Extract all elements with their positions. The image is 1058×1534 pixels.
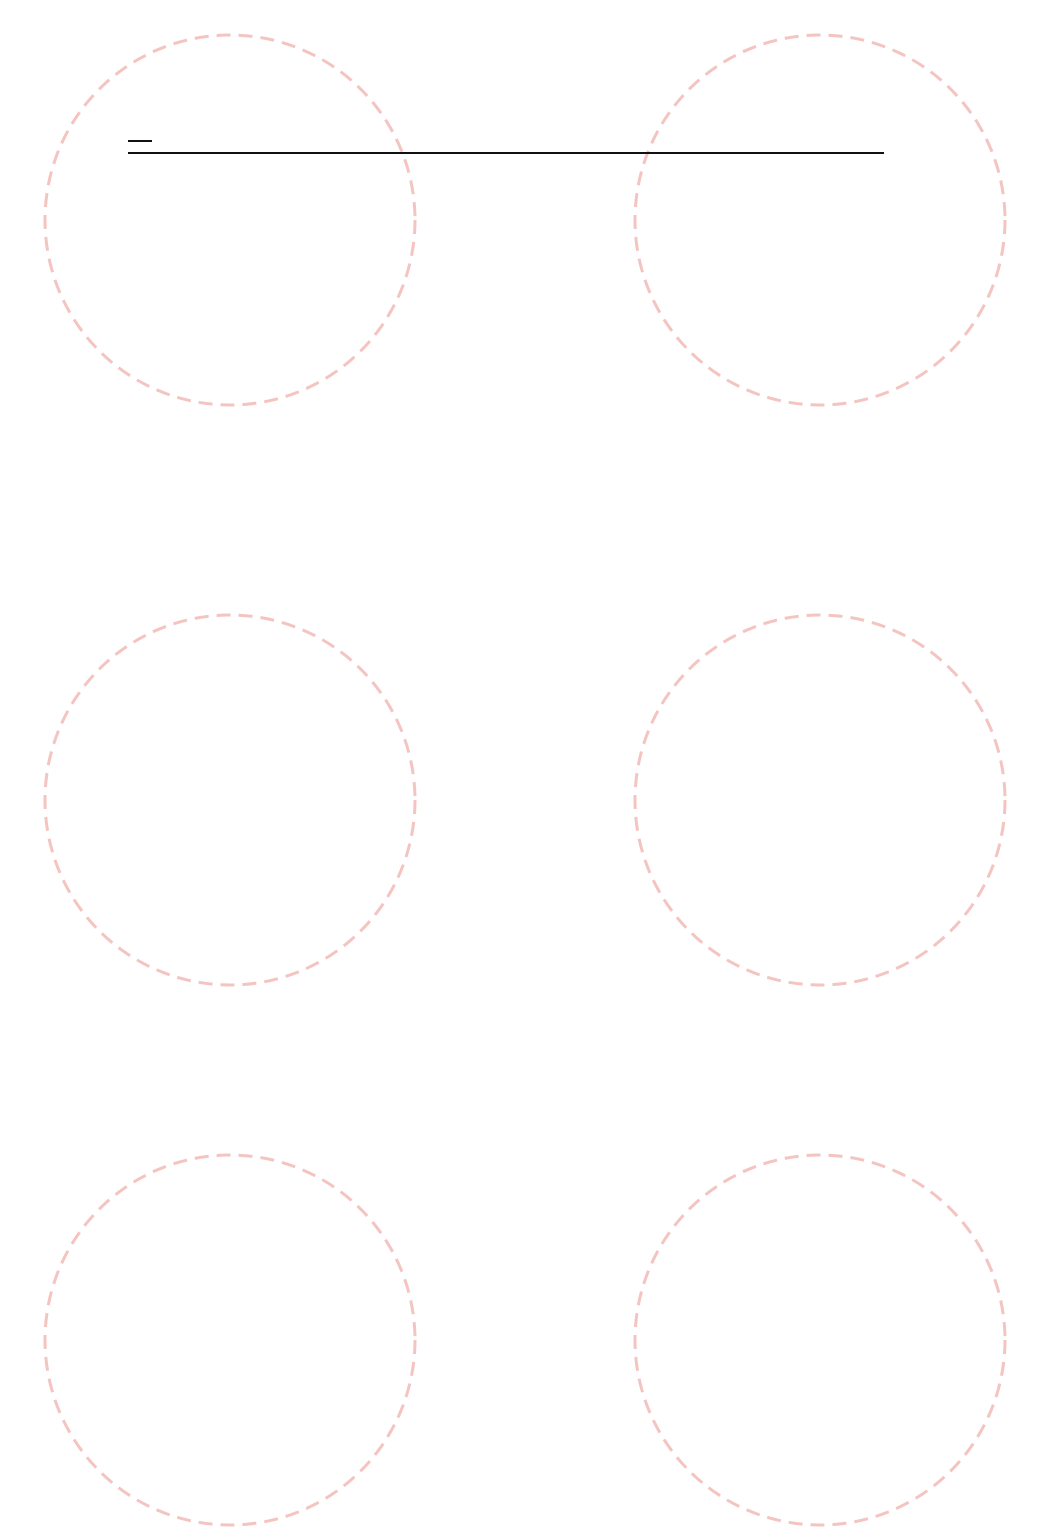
header-rule-mark (128, 140, 152, 142)
running-header (128, 112, 884, 154)
page-body (128, 192, 934, 236)
